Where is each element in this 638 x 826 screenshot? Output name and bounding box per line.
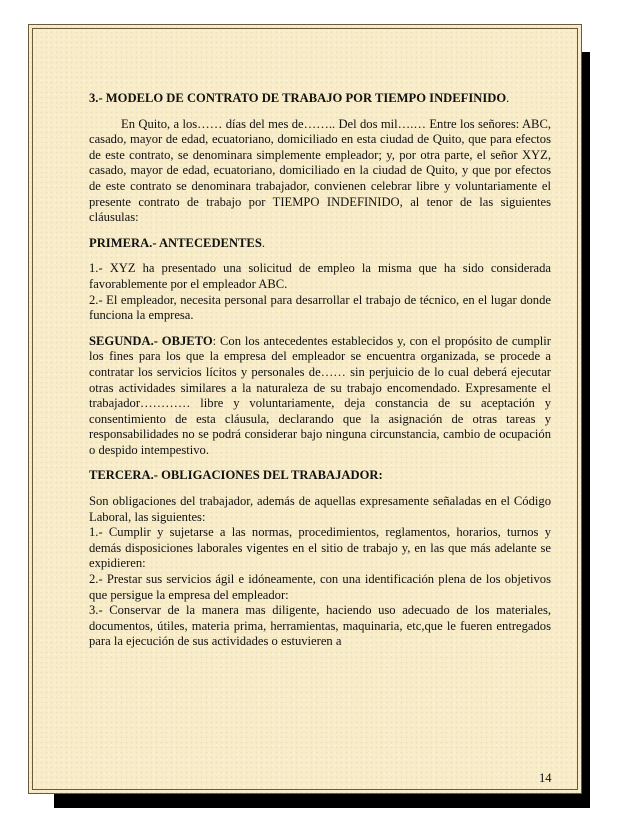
document-page [28, 24, 582, 794]
tercera-heading [89, 468, 551, 484]
tercera-item-3: 3.- Conservar de la manera mas diligente, haciendo uso adecuado de los materiales, documentos, útiles, materia prima, herramientas, maquinaria, etc,que le fueren entregados para la ejecución de sus actividades o estuvieren a [89, 603, 551, 649]
document-body [89, 91, 551, 650]
segunda-paragraph [89, 334, 551, 459]
title-text: 3.- MODELO DE CONTRATO DE TRABAJO POR TIEMPO INDEFINIDO [89, 91, 507, 105]
tercera-item-1: 1.- Cumplir y sujetarse a las normas, procedimientos, reglamentos, horarios, turnos y demás disposiciones laborales vigentes en el sitio de trabajo y, en las que más adelante se expidieren: [89, 525, 551, 571]
tercera-heading-text: TERCERA.- OBLIGACIONES DEL TRABAJADOR: [89, 468, 383, 483]
tercera-intro: Son obligaciones del trabajador, además de aquellas expresamente señaladas en el Código Laboral, las siguientes: [89, 494, 551, 524]
segunda-text: : Con los antecedentes establecidos y, con el propósito de cumplir los fines para los que la empresa del empleador se encuentra organizada, se procede a contratar los servicios lícitos y personales de…… sin perjuicio de lo cual deberá ejecutar otras actividades similares a la naturaleza de su trabajo encomendado. Expresamente el trabajador………… libre y voluntariamente, deja constancia de su aceptación y consentimiento de esta cláusula, declarando que la asignación de otras tareas y responsabilidades no se podrá considerar bajo ninguna circunstancia, cambio de ocupación o despido intempestivo. [89, 333, 551, 457]
page-number: 14 [539, 771, 552, 785]
primera-heading-text: PRIMERA.- ANTECEDENTES [89, 235, 262, 250]
title-suffix: . [506, 91, 510, 105]
primera-item-1: 1.- XYZ ha presentado una solicitud de empleo la misma que ha sido considerada favorablemente por el empleador ABC. [89, 261, 551, 291]
tercera-item-2: 2.- Prestar sus servicios ágil e idóneamente, con una identificación plena de los objetivos que persigue la empresa del empleador: [89, 572, 551, 602]
primera-item-2: 2.- El empleador, necesita personal para desarrollar el trabajo de técnico, en el lugar donde funciona la empresa. [89, 292, 551, 323]
primera-heading-suffix: . [261, 235, 265, 250]
intro-paragraph: En Quito, a los…… días del mes de…….. Del dos mil….… Entre los señores: ABC, casado, mayor de edad, ecuatoriano, domiciliado en esta ciudad de Quito, que para efectos de este contrato, se denominara simplemente empleador; y, por otra parte, el señor XYZ, casado, mayor de edad, ecuatoriano, domiciliado en la ciudad de Quito, y que por efectos de este contrato se denominara trabajador, convienen celebrar libre y voluntariamente el presente contrato de trabajo por TIEMPO INDEFINIDO, al tenor de las siguientes cláusulas: [89, 116, 551, 225]
segunda-heading: SEGUNDA.- OBJETO [89, 333, 213, 348]
primera-heading [89, 236, 551, 252]
document-title [89, 91, 551, 107]
